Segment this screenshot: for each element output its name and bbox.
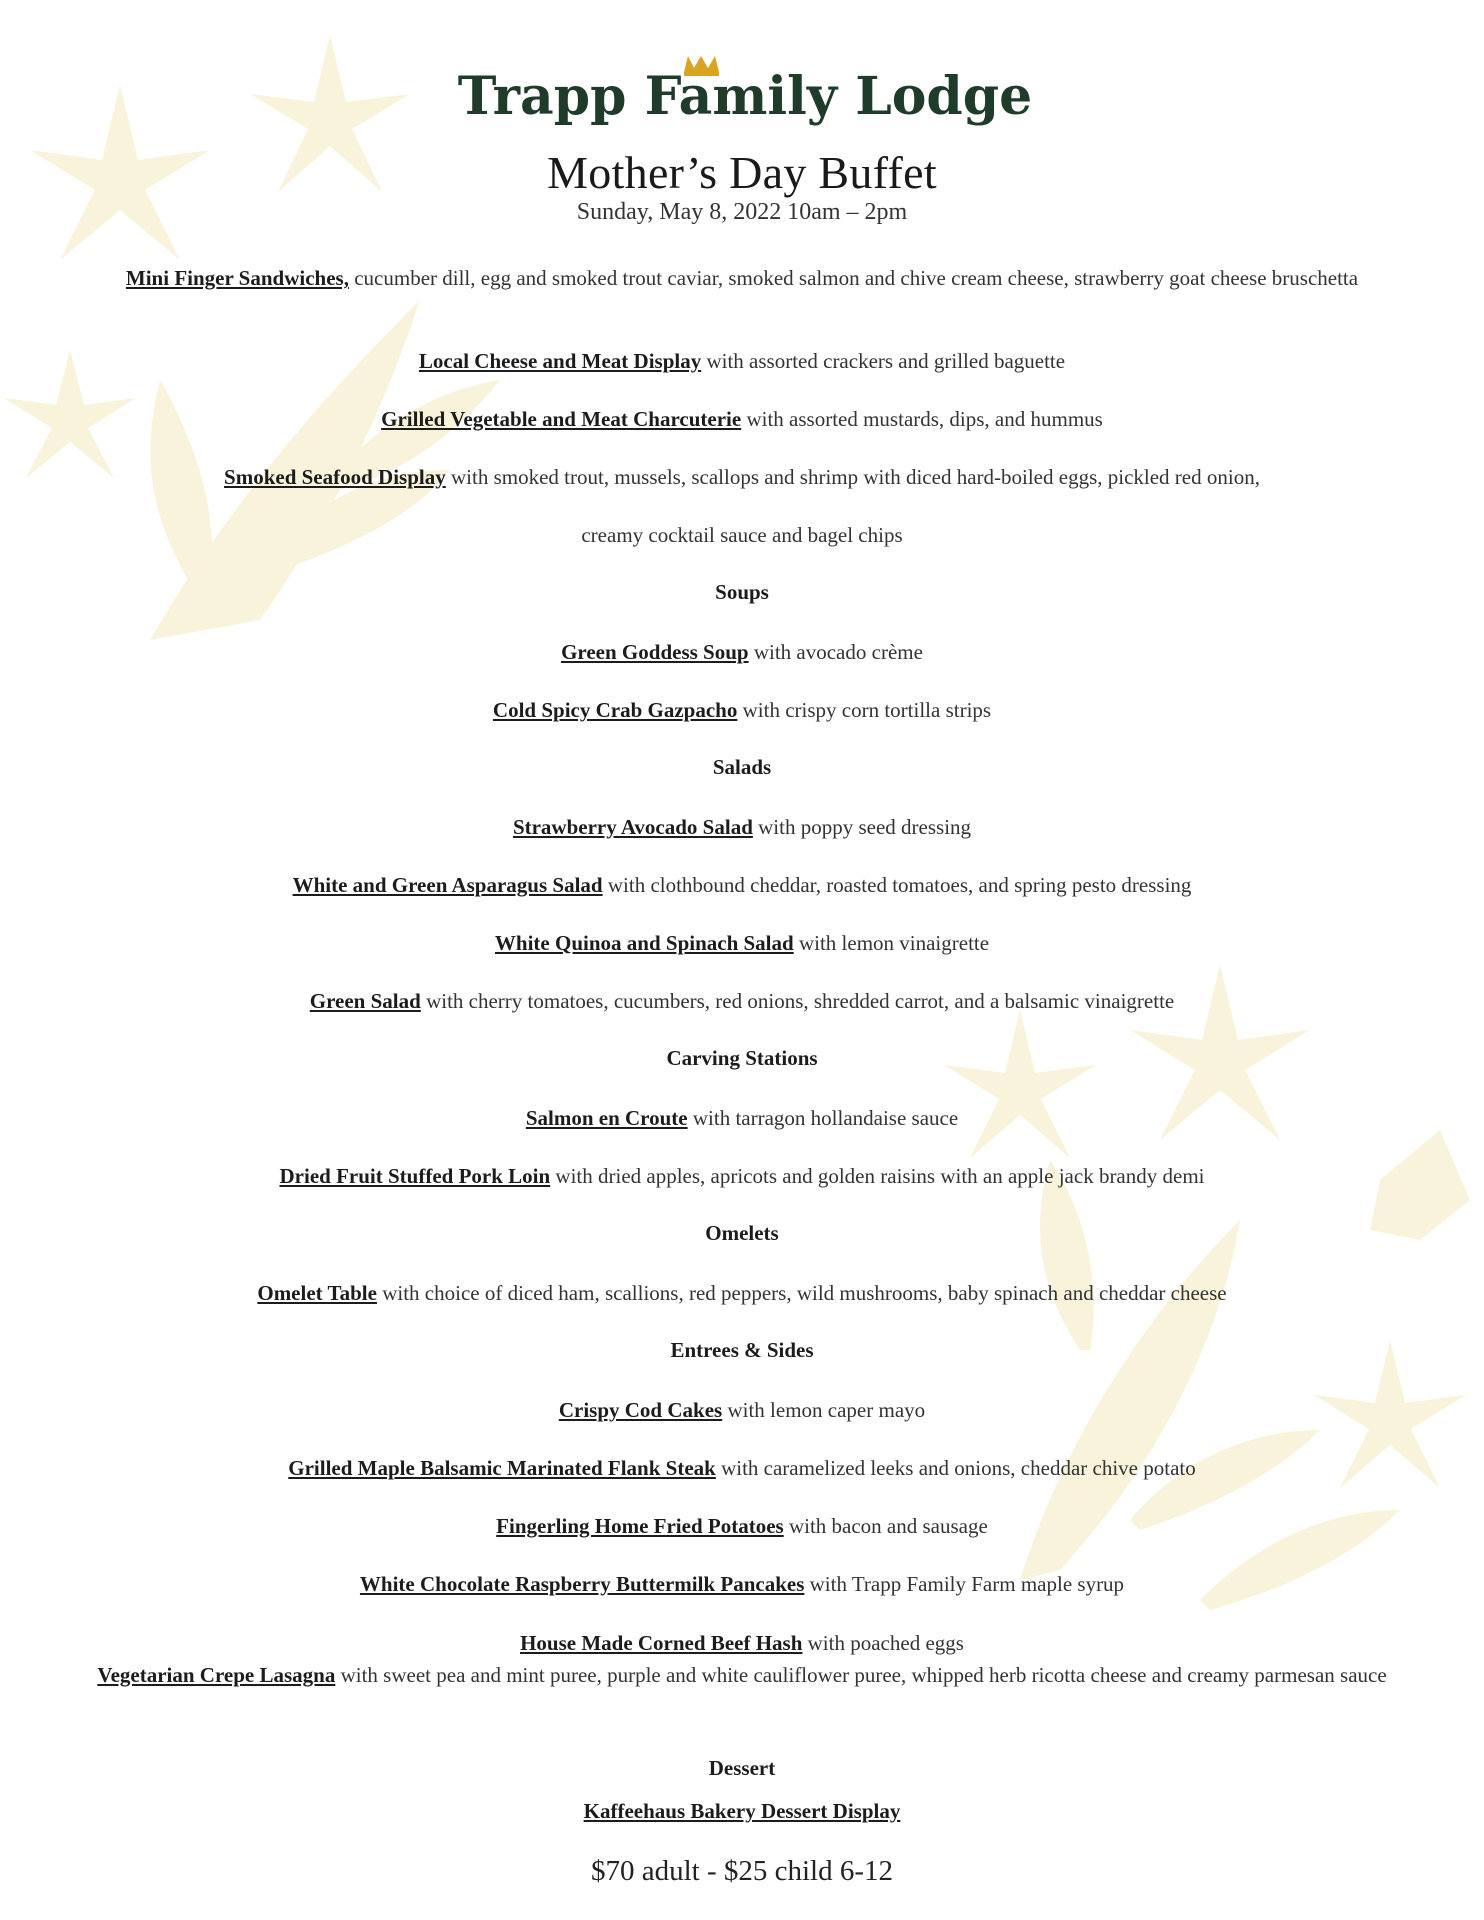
menu-item <box>90 264 1394 293</box>
item-name: House Made Corned Beef Hash <box>520 1631 803 1655</box>
item-name: White Quinoa and Spinach Salad <box>494 931 794 955</box>
menu-item <box>90 871 1394 900</box>
menu-item <box>90 1661 1394 1690</box>
item-name: Green Salad <box>309 989 421 1013</box>
item-name: Omelet Table <box>257 1281 377 1305</box>
price-line: $70 adult - $25 child 6-12 <box>590 1855 894 1887</box>
menu-item <box>90 1162 1394 1191</box>
item-description: with assorted crackers and grilled baguette <box>701 349 1066 373</box>
svg-text:Trapp Family Lodge: Trapp Family Lodge <box>457 66 1033 127</box>
menu-item <box>90 1629 1394 1658</box>
item-description: with poppy seed dressing <box>752 815 972 839</box>
menu-item <box>90 1104 1394 1133</box>
menu-item <box>90 987 1394 1016</box>
item-name: Smoked Seafood Display <box>224 465 446 489</box>
item-name: Local Cheese and Meat Display <box>418 349 702 373</box>
item-description: with cherry tomatoes, cucumbers, red onions, shredded carrot, and a balsamic vinaigrette <box>420 989 1175 1013</box>
item-description: with Trapp Family Farm maple syrup <box>804 1572 1125 1596</box>
menu-item <box>90 638 1394 667</box>
item-description: with choice of diced ham, scallions, red peppers, wild mushrooms, baby spinach and cheddar cheese <box>376 1281 1227 1305</box>
section-heading-dessert: Dessert <box>708 1756 776 1780</box>
item-description: cucumber dill, egg and smoked trout caviar, smoked salmon and chive cream cheese, strawberry goat cheese bruschetta <box>348 266 1359 290</box>
trapp-family-lodge-logo <box>457 48 1033 128</box>
menu-item <box>90 813 1394 842</box>
section-heading-omelets: Omelets <box>705 1221 779 1245</box>
section-heading-salads: Salads <box>712 755 772 779</box>
menu-item <box>90 1570 1394 1599</box>
item-description: with poached eggs <box>802 1631 964 1655</box>
item-name: Cold Spicy Crab Gazpacho <box>492 698 738 722</box>
item-name: Vegetarian Crepe Lasagna <box>97 1663 336 1687</box>
menu-item <box>90 463 1394 492</box>
item-name: Green Goddess Soup <box>561 640 749 664</box>
section-heading-carving: Carving Stations <box>666 1046 818 1070</box>
item-name: Dried Fruit Stuffed Pork Loin <box>279 1164 551 1188</box>
item-description: with clothbound cheddar, roasted tomatoes, and spring pesto dressing <box>602 873 1192 897</box>
item-name: Mini Finger Sandwiches, <box>125 266 349 290</box>
menu-item <box>90 1797 1394 1826</box>
item-name: Crispy Cod Cakes <box>558 1398 723 1422</box>
menu-item-continued: creamy cocktail sauce and bagel chips <box>581 523 903 547</box>
item-name: Grilled Maple Balsamic Marinated Flank Steak <box>288 1456 716 1480</box>
menu-item <box>90 929 1394 958</box>
item-description: with assorted mustards, dips, and hummus <box>741 407 1103 431</box>
item-name: White and Green Asparagus Salad <box>292 873 603 897</box>
event-date-time: Sunday, May 8, 2022 10am – 2pm <box>576 199 908 225</box>
item-name: Strawberry Avocado Salad <box>512 815 753 839</box>
item-description: with bacon and sausage <box>783 1514 988 1538</box>
item-name: Grilled Vegetable and Meat Charcuterie <box>381 407 742 431</box>
menu-item <box>90 1279 1394 1308</box>
item-name: Salmon en Croute <box>525 1106 688 1130</box>
item-description: with crispy corn tortilla strips <box>737 698 992 722</box>
section-heading-soups: Soups <box>715 580 769 604</box>
item-description: with caramelized leeks and onions, cheddar chive potato <box>715 1456 1196 1480</box>
item-description: with avocado crème <box>748 640 923 664</box>
item-description: with lemon caper mayo <box>722 1398 926 1422</box>
item-description: with sweet pea and mint puree, purple and white cauliflower puree, whipped herb ricotta cheese and creamy parmesan sauce <box>335 1663 1387 1687</box>
item-description: with smoked trout, mussels, scallops and shrimp with diced hard-boiled eggs, pickled red onion, <box>445 465 1260 489</box>
menu-item <box>90 1454 1394 1483</box>
item-description: with lemon vinaigrette <box>793 931 990 955</box>
item-name: Fingerling Home Fried Potatoes <box>496 1514 784 1538</box>
menu-item <box>90 1396 1394 1425</box>
item-name: Kaffeehaus Bakery Dessert Display <box>583 1799 901 1823</box>
item-name: White Chocolate Raspberry Buttermilk Pancakes <box>359 1572 805 1596</box>
item-description: with dried apples, apricots and golden raisins with an apple jack brandy demi <box>550 1164 1205 1188</box>
page-title: Mother’s Day Buffet <box>547 147 937 198</box>
menu-item <box>90 1512 1394 1541</box>
item-description: with tarragon hollandaise sauce <box>687 1106 959 1130</box>
menu-item <box>90 405 1394 434</box>
menu-item <box>90 347 1394 376</box>
menu-item <box>90 696 1394 725</box>
section-heading-entrees: Entrees & Sides <box>670 1338 814 1362</box>
